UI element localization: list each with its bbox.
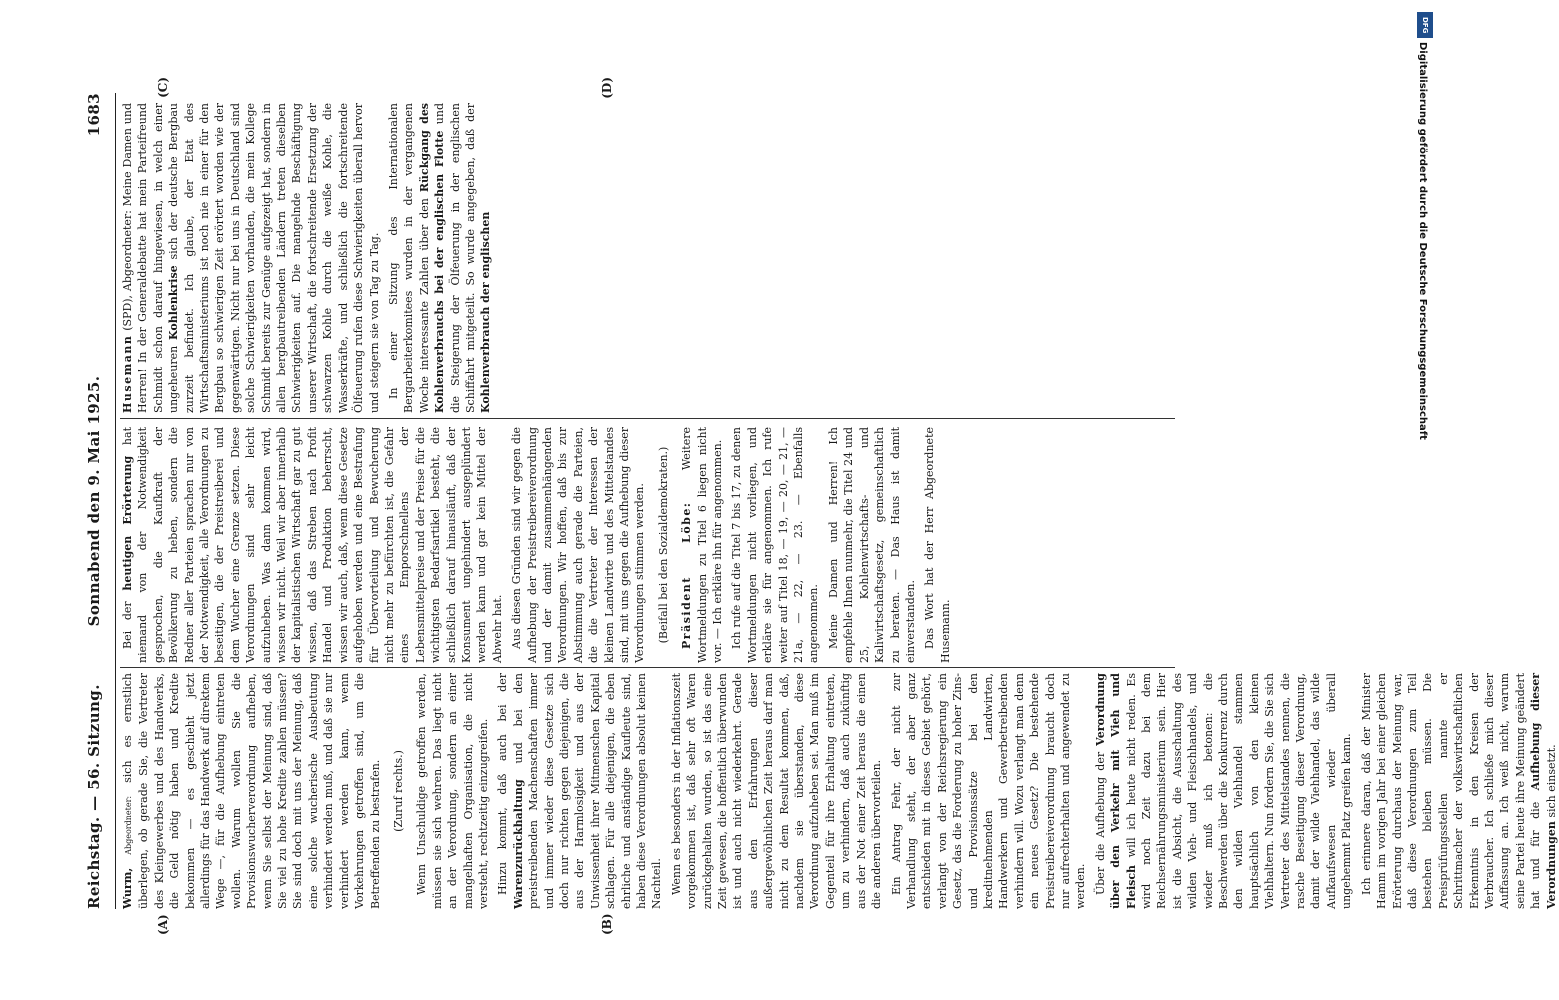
paragraph-text: sich es ernstlich überlegen, ob gerade Sie, die Vertreter des Kleingewerbes und des Handwerks, die Geld nötig haben und Kredite bekommen — es geschieht jetzt allerdings für das Handwerk auf direktem Wege —, für die Aufhebung eintreten wollen. Warum wollen Sie die Provisionswucherverordnung aufheben, wenn Sie selbst der Meinung sind, daß Sie viel zu hohe Kredite zahlen müssen? Sie sind doch mit uns der Meinung, daß eine solche wucherische Ausbeutung verhindert werden muß, und daß sie nur verhindert werden kann, wenn Vorkehrungen getroffen sind, um die Betreffenden zu bestrafen. [121,673,382,909]
column-rule [120,667,1175,668]
page-header [75,93,116,909]
paragraph [1093,673,1355,909]
paragraph [495,673,664,909]
speaker-name: Wurm, [121,867,134,909]
interjection: (Beifall bei den Sozialdemokraten.) [656,446,670,644]
emphasis: Rückgang des Kohlenverbrauchs bei der englischen Flotte [417,102,447,413]
paragraph: Aus diesen Gründen sind wir gegen die Aufhebung der Preistreibereiverordnung und der damit zusammenhängenden Verordnungen. Wir hoffen, daß bis zur Abstimmung auch gerade die Parteien, die die Vertreter der Interessen der kleinen Landwirte und des Mittelstandes sind, mit uns gegen die Aufhebung dieser Verordnungen stimmen werden. [510,427,647,663]
speaker-name: Präsident Löbe: [680,501,694,649]
paragraph-text: Hinzu kommt, daß auch bei der [496,673,510,895]
paragraph: Wenn es besonders in der Inflationszeit vorgekommen ist, daß sehr oft Waren zurückgehalten wurden, so ist das eine Zeit gewesen, die hoffentlich überwunden ist und auch nicht wiederkehrt. Gerade aus den Erfahrungen dieser außergewöhnlichen Zeit heraus darf man nicht zu dem Resultat kommen, daß, nachdem sie überstanden, diese Verordnung aufzuheben sei. Man muß im Gegenteil für ihre Erhaltung eintreten, um zu verhindern, daß auch zukünftig aus der Not einer Zeit heraus die einen die anderen übervorteilen. [669,673,884,909]
paragraph: Wenn Unschuldige getroffen werden, müssen sie sich wehren. Das liegt nicht an der Verordnung, sondern an einer mangelhaften Organisation, die nicht versteht, rechtzeitig einzugreifen. [415,673,490,909]
paragraph-text: Bei der [121,601,134,649]
emphasis: Kohlenverbrauch der englischen [479,211,493,413]
paragraph: Ich rufe auf die Titel 7 bis 17, zu denen Wortmeldungen nicht vorliegen, und erkläre sie für angenommen. Ich rufe weiter auf Titel 18, — 19, — 20, — 21, — 21a, — 22, — 23. — Ebenfalls angenommen. [730,427,821,663]
paragraph-text: Über die Aufhebung der [1093,751,1107,895]
paragraph [120,103,382,413]
paragraph-text: sich der deutsche Bergbau zurzeit befindet. Ich glaube, der Etat des Wirtschaftsministeriums ist noch nie in einer für den Bergbau so schwierigen Zeit erörtert worden wie der gegenwärtigen. Nicht nur bei uns in Deutschland sind solche Schwierigkeiten vorhanden, die mein Kollege Schmidt bereits zur Genüge aufgezeigt hat, sondern in allen bergbautreibenden Ländern treten dieselben Schwierigkeiten auf. Die mangelnde Beschäftigung unserer Wirtschaft, die fortschreitende Ersetzung der schwarzen Kohle durch die weiße Kohle, die Wasserkräfte, und schließlich die fortschreitende Ölfeuerung rufen diese Schwierigkeiten überall hervor und steigern sie von Tag zu Tag. [167,102,381,413]
paragraph: Ein Antrag Fehr, der nicht zur Verhandlung steht, der aber ganz entschieden mit in dieses Gebiet gehört, verlangt von der Reichsregierung ein Gesetz, das die Forderung zu hoher Zins- und Provisionssätze bei den kreditnehmenden Landwirten, Handwerkern und Gewerbetreibenden verhindern will. Wozu verlangt man denn ein neues Gesetz? Die bestehende Preistreibereiverordnung braucht doch nur aufrechterhalten und angewendet zu werden. [889,673,1088,909]
paragraph-text: (SPD), Abgeordneter: Meine Damen und Herren! In der Generaldebatte hat mein Parteifreund Schmidt schon darauf hingewiesen, in welch einer ungeheuren [121,103,181,413]
margin-marker-b: (B) [600,913,614,935]
paragraph-text: will ich heute nicht reden. Es wird noch Zeit dazu bei dem Reichsernährungsministerium sein. Hier ist die Absicht, die Ausschaltung des wilden Vieh- und Fleischhandels, und wieder muß ich betonen: die Beschwerden über die Konkurrenz durch den wilden Viehhandel stammen hauptsächlich von den kleinen Viehhaltern. Nun fordern Sie, die Sie sich Vertreter des Mittelstandes nennen, die rasche Beseitigung dieser Verordnung, damit der wilde Viehhandel, das wilde Aufkaufswesen wieder überall ungehemmt Platz greifen kann. [1124,673,1354,909]
header-date: Sonnabend den 9. Mai 1925. [85,375,103,627]
header-session: Reichstag. — 56. Sitzung. [85,684,103,909]
emphasis: heutigen Erörterung [121,455,134,591]
paragraph [679,427,725,663]
speaker-role: Abgeordneter: [124,795,133,855]
paragraph [120,427,505,663]
paragraph [386,103,494,413]
paragraph-text: und die Steigerung der Ölfeuerung in der englischen Schiffahrt mitgeteilt. So wurde angegeben, daß der [433,103,477,413]
digitization-note: Digitalisierung gefördert durch die Deutsche Forschungsgemeinschaft [1417,42,1428,440]
speaker-name: Husemann [121,334,134,413]
margin-marker-c: (C) [156,77,170,98]
paragraph-text: Weitere Wortmeldungen zu Titel 6 liegen nicht vor. — Ich erkläre ihn für angenommen. [680,427,725,663]
column-left [120,673,1558,909]
paragraph-text: Ich erinnere daran, daß der Minister Hamm im vorigen Jahr bei einer gleichen Erörterung durchaus der Meinung war, daß diese Verordnungen zum Teil bestehen bleiben müssen. Die Preisprüfungsstellen nannte er Schrittmacher der volkswirtschaftlichen Erkenntnis in den Kreisen der Verbraucher. Ich schließe mich dieser Auffassung an. Ich weiß nicht, warum seine Partei heute ihre Meinung geändert hat und für die [1359,673,1543,909]
paragraph-text: und bei den preistreibenden Machenschaften immer und immer wieder diese Gesetze sich doch nur richten gegen diejenigen, die aus der Harmlosigkeit und aus der Unwissenheit ihrer Mitmenschen Kapital schlagen. Für alle diejenigen, die eben ehrliche und anständige Kaufleute sind, haben diese Verordnungen absolut keinen Nachteil. [511,673,664,909]
paragraph-text: hat niemand von der Notwendigkeit gesprochen, die Kaufkraft der Bevölkerung zu heben, sondern die Redner aller Parteien sprachen nur von der Notwendigkeit, alle Verordnungen zu beseitigen, die der Preistreiberei und dem Wucher eine Grenze setzen. Diese Verordnungen sind sehr leicht aufzuheben. Was dann kommen wird, wissen wir nicht. Weil wir aber innerhalb der kapitalistischen Wirtschaft gar zu gut wissen, daß das Streben nach Profit Handel und Produktion beherrscht, wissen wir auch, daß, wenn diese Gesetze aufgehoben werden und eine Bestrafung für Übervorteilung und Bewucherung nicht mehr zu befürchten ist, die Gefahr eines Emporschnellens der Lebensmittelpreise und der Preise für die wichtigsten Bedarfsartikel besteht, die schließlich darauf hinausläuft, daß der Konsument ungehindert ausgeplündert werden kann und gar kein Mittel der Abwehr hat. [121,426,504,663]
emphasis: Aufhebung dieser Verordnungen [1529,673,1558,909]
column-middle [120,427,1175,663]
paragraph: Meine Damen und Herren! Ich empfehle Ihnen nunmehr, die Titel 24 und 25, Kohlenwirtschafts- und Kaliwirtschaftsgesetz, gemeinschaftlich zu beraten. — Das Haus ist damit einverstanden. [826,427,917,663]
emphasis: Warenzurückhaltung [511,779,525,909]
page-number: 1683 [85,93,103,137]
digitization-credit [1416,6,1446,966]
paragraph-text: sich einsetzt. [1544,744,1558,818]
emphasis: Verordnung über den Verkehr mit Vieh und Fleisch [1093,673,1138,909]
margin-marker-a: (A) [156,914,170,935]
dfg-logo: DFG [1417,12,1433,38]
column-rule [120,418,1175,419]
paragraph: Das Wort hat der Herr Abgeordnete Husemann. [923,427,952,663]
emphasis: Kohlenkrise [167,265,181,340]
column-right [120,103,1175,413]
interjection: (Zuruf rechts.) [391,750,405,832]
margin-marker-d: (D) [600,77,614,99]
paragraph [1359,673,1559,909]
paragraph-text: In einer Sitzung des Internationalen Bergarbeiterkomitees wurden in der vergangenen Woche interessante Zahlen über den [386,103,431,413]
paragraph [120,673,383,909]
